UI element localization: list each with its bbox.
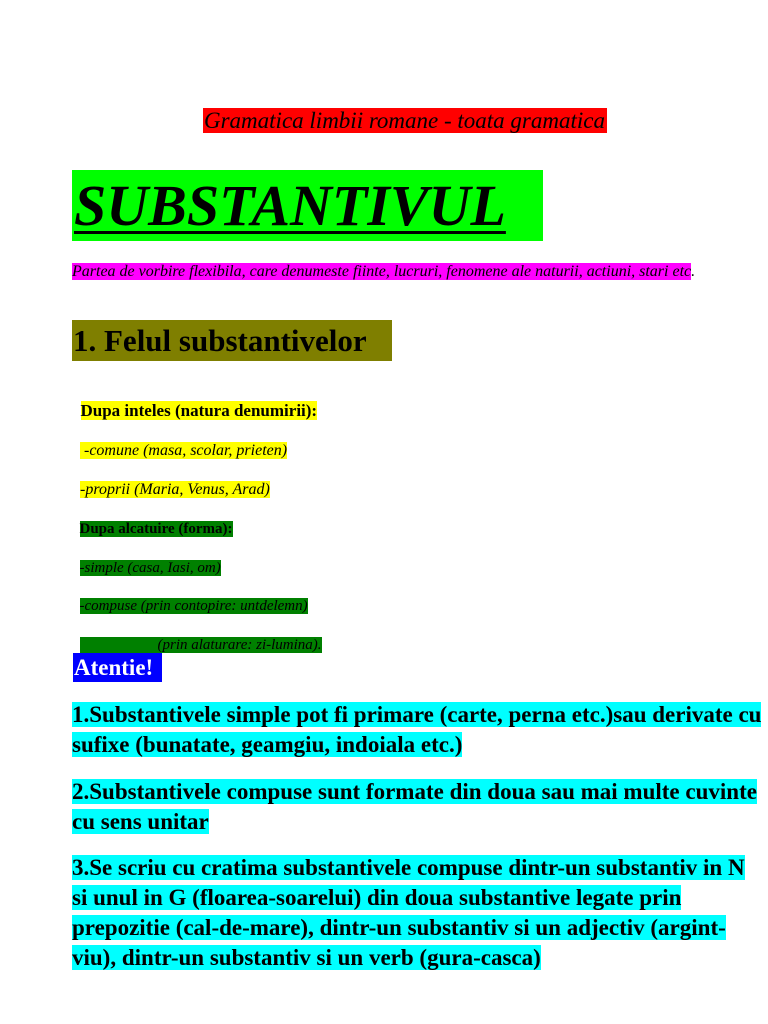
list-item xyxy=(72,573,308,617)
main-heading xyxy=(72,170,543,241)
list-item-compound-nouns: -compuse (prin contopire: untdelemn) xyxy=(79,598,308,614)
attention-label-text: Atentie! xyxy=(74,655,154,680)
by-meaning-label-text: Dupa inteles (natura denumirii): xyxy=(80,401,318,420)
list-item xyxy=(72,418,287,462)
by-structure-label xyxy=(72,496,233,540)
section-heading-text: 1. Felul substantivelor xyxy=(73,323,367,358)
by-meaning-label xyxy=(72,378,317,422)
note-paragraph xyxy=(72,777,762,837)
definition-paragraph xyxy=(72,260,762,283)
note-text-1: 1.Substantivele simple pot fi primare (carte, perna etc.)sau derivate cu sufixe (bunatate, geamgiu, indoiala etc.) xyxy=(72,702,762,757)
document-title xyxy=(203,106,607,135)
attention-label xyxy=(73,653,162,682)
main-heading-text: SUBSTANTIVUL xyxy=(74,173,506,238)
definition-text: Partea de vorbire flexibila, care denumeste fiinte, lucruri, fenomene ale naturii, actiuni, stari etc xyxy=(72,263,692,280)
note-text-2: 2.Substantivele compuse sunt formate din doua sau mai multe cuvinte cu sens unitar xyxy=(72,779,757,834)
document-title-text: Gramatica limbii romane - toata gramatica xyxy=(204,108,605,133)
list-item-simple-nouns: -simple (casa, Iasi, om) xyxy=(79,560,221,576)
note-paragraph xyxy=(72,853,762,973)
definition-end: . xyxy=(691,263,696,280)
list-item xyxy=(72,457,270,501)
list-item xyxy=(72,612,322,656)
section-heading xyxy=(72,320,392,361)
by-structure-label-text: Dupa alcatuire (forma): xyxy=(79,521,233,537)
list-item-common-nouns: -comune (masa, scolar, prieten) xyxy=(80,442,288,459)
list-item-proper-nouns: -proprii (Maria, Venus, Arad) xyxy=(80,481,270,498)
note-paragraph xyxy=(72,700,762,760)
list-item-juxtaposition: (prin alaturare: zi-lumina). xyxy=(80,637,322,653)
note-text-3: 3.Se scriu cu cratima substantivele compuse dintr-un substantiv in N si unul in G (floarea-soarelui) din doua substantive legate prin prepozitie (cal-de-mare), dintr-un substantiv si un adjectiv (argint-viu), dintr-un substantiv si un verb (gura-casca) xyxy=(72,855,745,970)
